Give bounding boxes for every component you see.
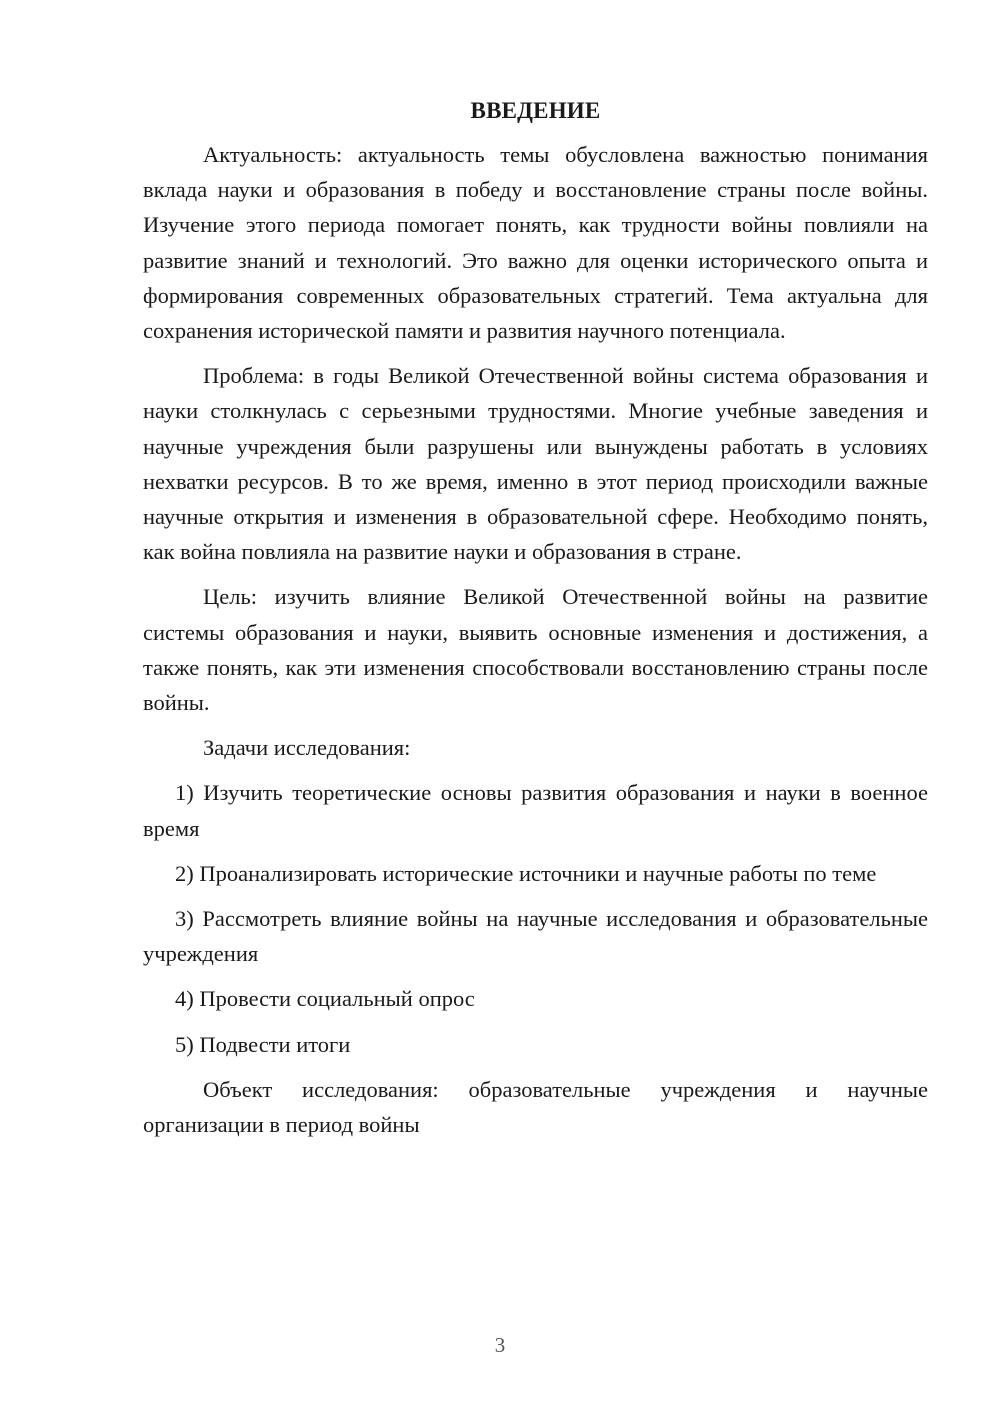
relevance-paragraph: Актуальность: актуальность темы обусловлена важностью понимания вклада науки и образования в победу и восстановление страны после войны. Изучение этого периода помогает понять, как трудности войны повлияли на развитие знаний и технологий. Это важно для оценки исторического опыта и формирования современных образовательных стратегий. Тема актуальна для сохранения исторической памяти и развития научного потенциала. bbox=[143, 142, 928, 344]
task-item: 1) Изучить теоретические основы развития образования и науки в военное время bbox=[143, 780, 928, 841]
page-number: 3 bbox=[494, 1333, 506, 1357]
object-paragraph: Объект исследования: образовательные учреждения и научные организации в период войны bbox=[143, 1076, 928, 1138]
task-item: 2) Проанализировать исторические источники и научные работы по теме bbox=[175, 860, 877, 886]
task-item: 3) Рассмотреть влияние войны на научные исследования и образовательные учреждения bbox=[143, 906, 928, 967]
problem-paragraph: Проблема: в годы Великой Отечественной войны система образования и науки столкнулась с серьезными трудностями. Многие учебные заведения и научные учреждения были разрушены или вынуждены работать в условиях нехватки ресурсов. В то же время, именно в этот период происходили важные научные открытия и изменения в образовательной сфере. Необходимо понять, как война повлияла на развитие науки и образования в стране. bbox=[143, 363, 928, 565]
goal-paragraph: Цель: изучить влияние Великой Отечественной войны на развитие системы образования и науки, выявить основные изменения и достижения, а также понять, как эти изменения способствовали восстановлению страны после войны. bbox=[143, 584, 928, 716]
task-item: 5) Подвести итоги bbox=[175, 1031, 351, 1057]
page-content bbox=[143, 94, 928, 1142]
section-title: ВВЕДЕНИЕ bbox=[470, 98, 601, 123]
tasks-heading: Задачи исследования: bbox=[203, 735, 411, 761]
task-item: 4) Провести социальный опрос bbox=[175, 986, 475, 1012]
